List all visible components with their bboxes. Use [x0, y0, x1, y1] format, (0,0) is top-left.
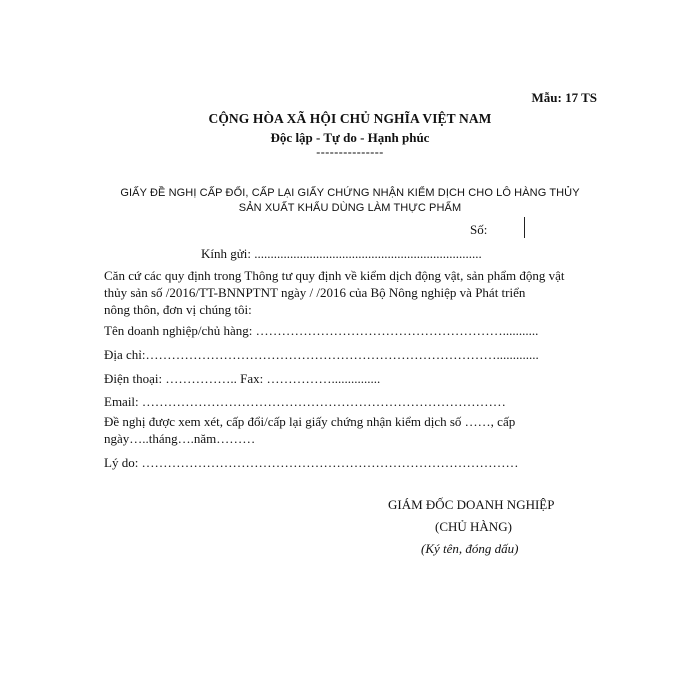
national-motto: Độc lập - Tự do - Hạnh phúc	[270, 130, 430, 145]
document-number-field[interactable]	[524, 217, 525, 238]
request-line-2[interactable]: ngày…..tháng….năm………	[104, 431, 256, 446]
request-line-1[interactable]: Đề nghị được xem xét, cấp đổi/cấp lại giấy chứng nhận kiểm dịch số ……, cấp	[104, 414, 516, 429]
signer-title: GIÁM ĐỐC DOANH NGHIỆP	[388, 497, 555, 512]
country-name: CỘNG HÒA XÃ HỘI CHỦ NGHĨA VIỆT NAM	[208, 111, 492, 126]
document-number-label: Số:	[470, 222, 488, 237]
basis-line-2: thủy sản số /2016/TT-BNNPTNT ngày / /2016 của Bộ Nông nghiệp và Phát triển	[104, 285, 526, 300]
basis-line-1: Căn cứ các quy định trong Thông tư quy định về kiểm dịch động vật, sản phẩm động vật	[104, 268, 565, 283]
email-field[interactable]: Email: …………………………………………………………………………	[104, 394, 506, 409]
form-code: Mẫu: 17 TS	[531, 90, 597, 105]
recipient-line: Kính gửi: ......................................................................	[201, 246, 482, 261]
phone-fax-field[interactable]: Điện thoại: …………….. Fax: ……………...............	[104, 371, 381, 386]
document-title-line-1: GIẤY ĐỀ NGHỊ CẤP ĐỔI, CẤP LẠI GIẤY CHỨNG NHẬN KIỂM DỊCH CHO LÔ HÀNG THỦY	[120, 187, 580, 199]
company-field[interactable]: Tên doanh nghiệp/chủ hàng: …………………………………………………...........	[104, 323, 539, 338]
address-field[interactable]: Địa chỉ:……………………………………………………………………….............	[104, 347, 539, 362]
reason-field[interactable]: Lý do: ……………………………………………………………………………	[104, 455, 519, 470]
basis-line-3: nông thôn, đơn vị chúng tôi:	[104, 302, 252, 317]
signature-note: (Ký tên, đóng dấu)	[421, 541, 519, 556]
header-separator: ---------------	[316, 145, 384, 159]
document-title-line-2: SẢN XUẤT KHẨU DÙNG LÀM THỰC PHẨM	[238, 202, 462, 214]
signer-subtitle: (CHỦ HÀNG)	[435, 519, 512, 534]
